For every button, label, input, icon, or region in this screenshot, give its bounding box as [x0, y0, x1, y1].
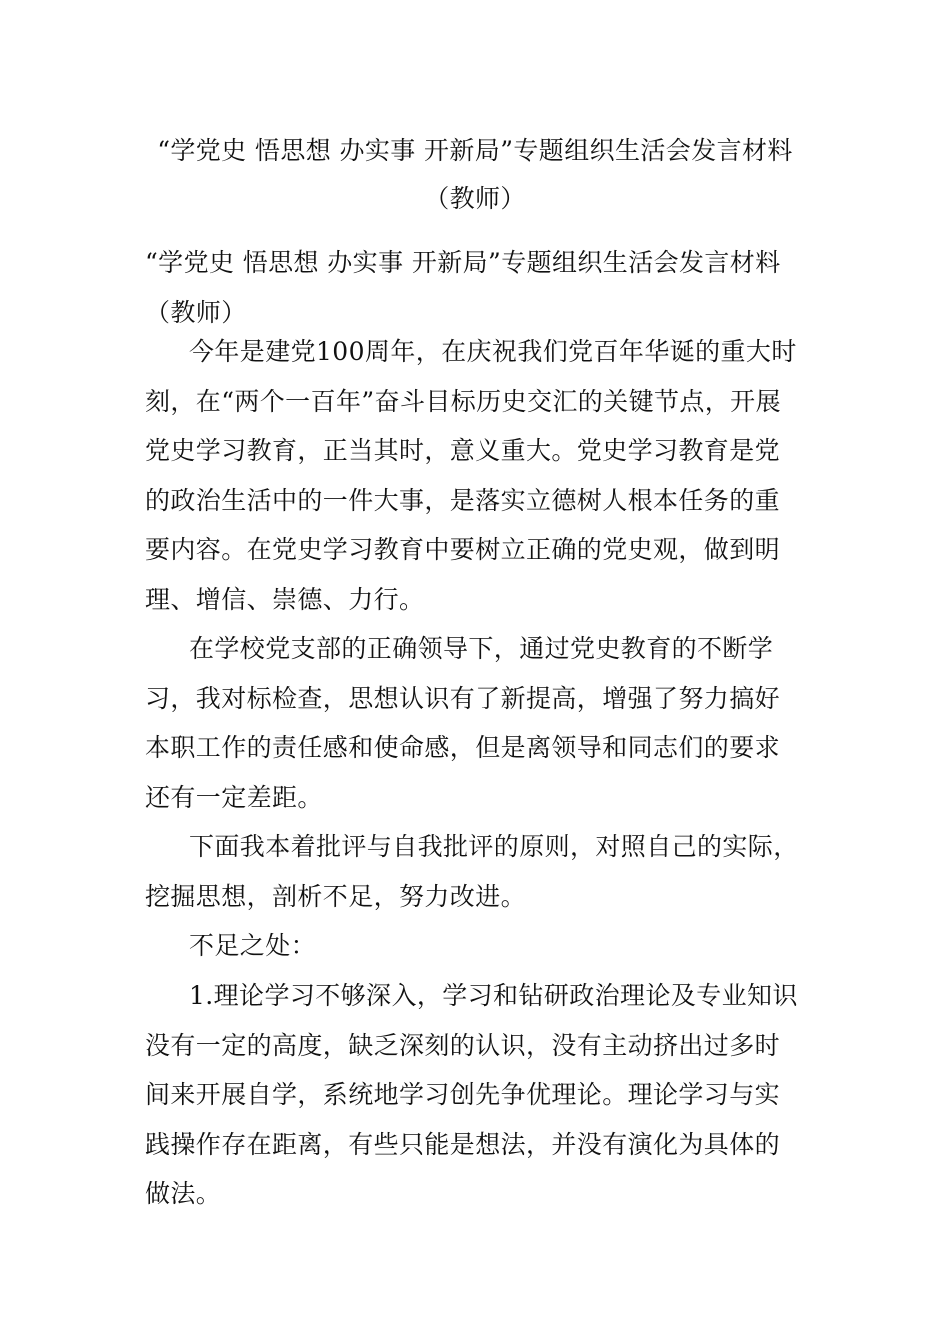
document-title: “学党史 悟思想 办实事 开新局”专题组织生活会发言材料（教师） — [157, 136, 793, 213]
paragraph-point-1: 1.理论学习不够深入，学习和钻研政治理论及专业知识没有一定的高度，缺乏深刻的认识，没有主动挤出过多时间来开展自学，系统地学习创先争优理论。理论学习与实践操作存在距离，有些只能是想法，并没有演化为具体的做法。 — [145, 981, 798, 1208]
paragraph-principle: 下面我本着批评与自我批评的原则，对照自己的实际，挖掘思想，剖析不足，努力改进。 — [145, 832, 799, 911]
paragraph-intro: 今年是建党100周年，在庆祝我们党百年华诞的重大时刻，在“两个一百年”奋斗目标历史交汇的关键节点，开展党史学习教育，正当其时，意义重大。党史学习教育是党的政治生活中的一件大事，是落实立德树人根本任务的重要内容。在党史学习教育中要树立正确的党史观，做到明理、增信、崇德、力行。 — [145, 337, 797, 614]
paragraph-self-review: 在学校党支部的正确领导下，通过党史教育的不断学习，我对标检查，思想认识有了新提高，增强了努力搞好本职工作的责任感和使命感，但是离领导和同志们的要求还有一定差距。 — [145, 634, 781, 812]
document-subtitle: “学党史 悟思想 办实事 开新局”专题组织生活会发言材料（教师） — [145, 248, 781, 327]
paragraph-shortcomings-heading: 不足之处： — [189, 931, 317, 960]
